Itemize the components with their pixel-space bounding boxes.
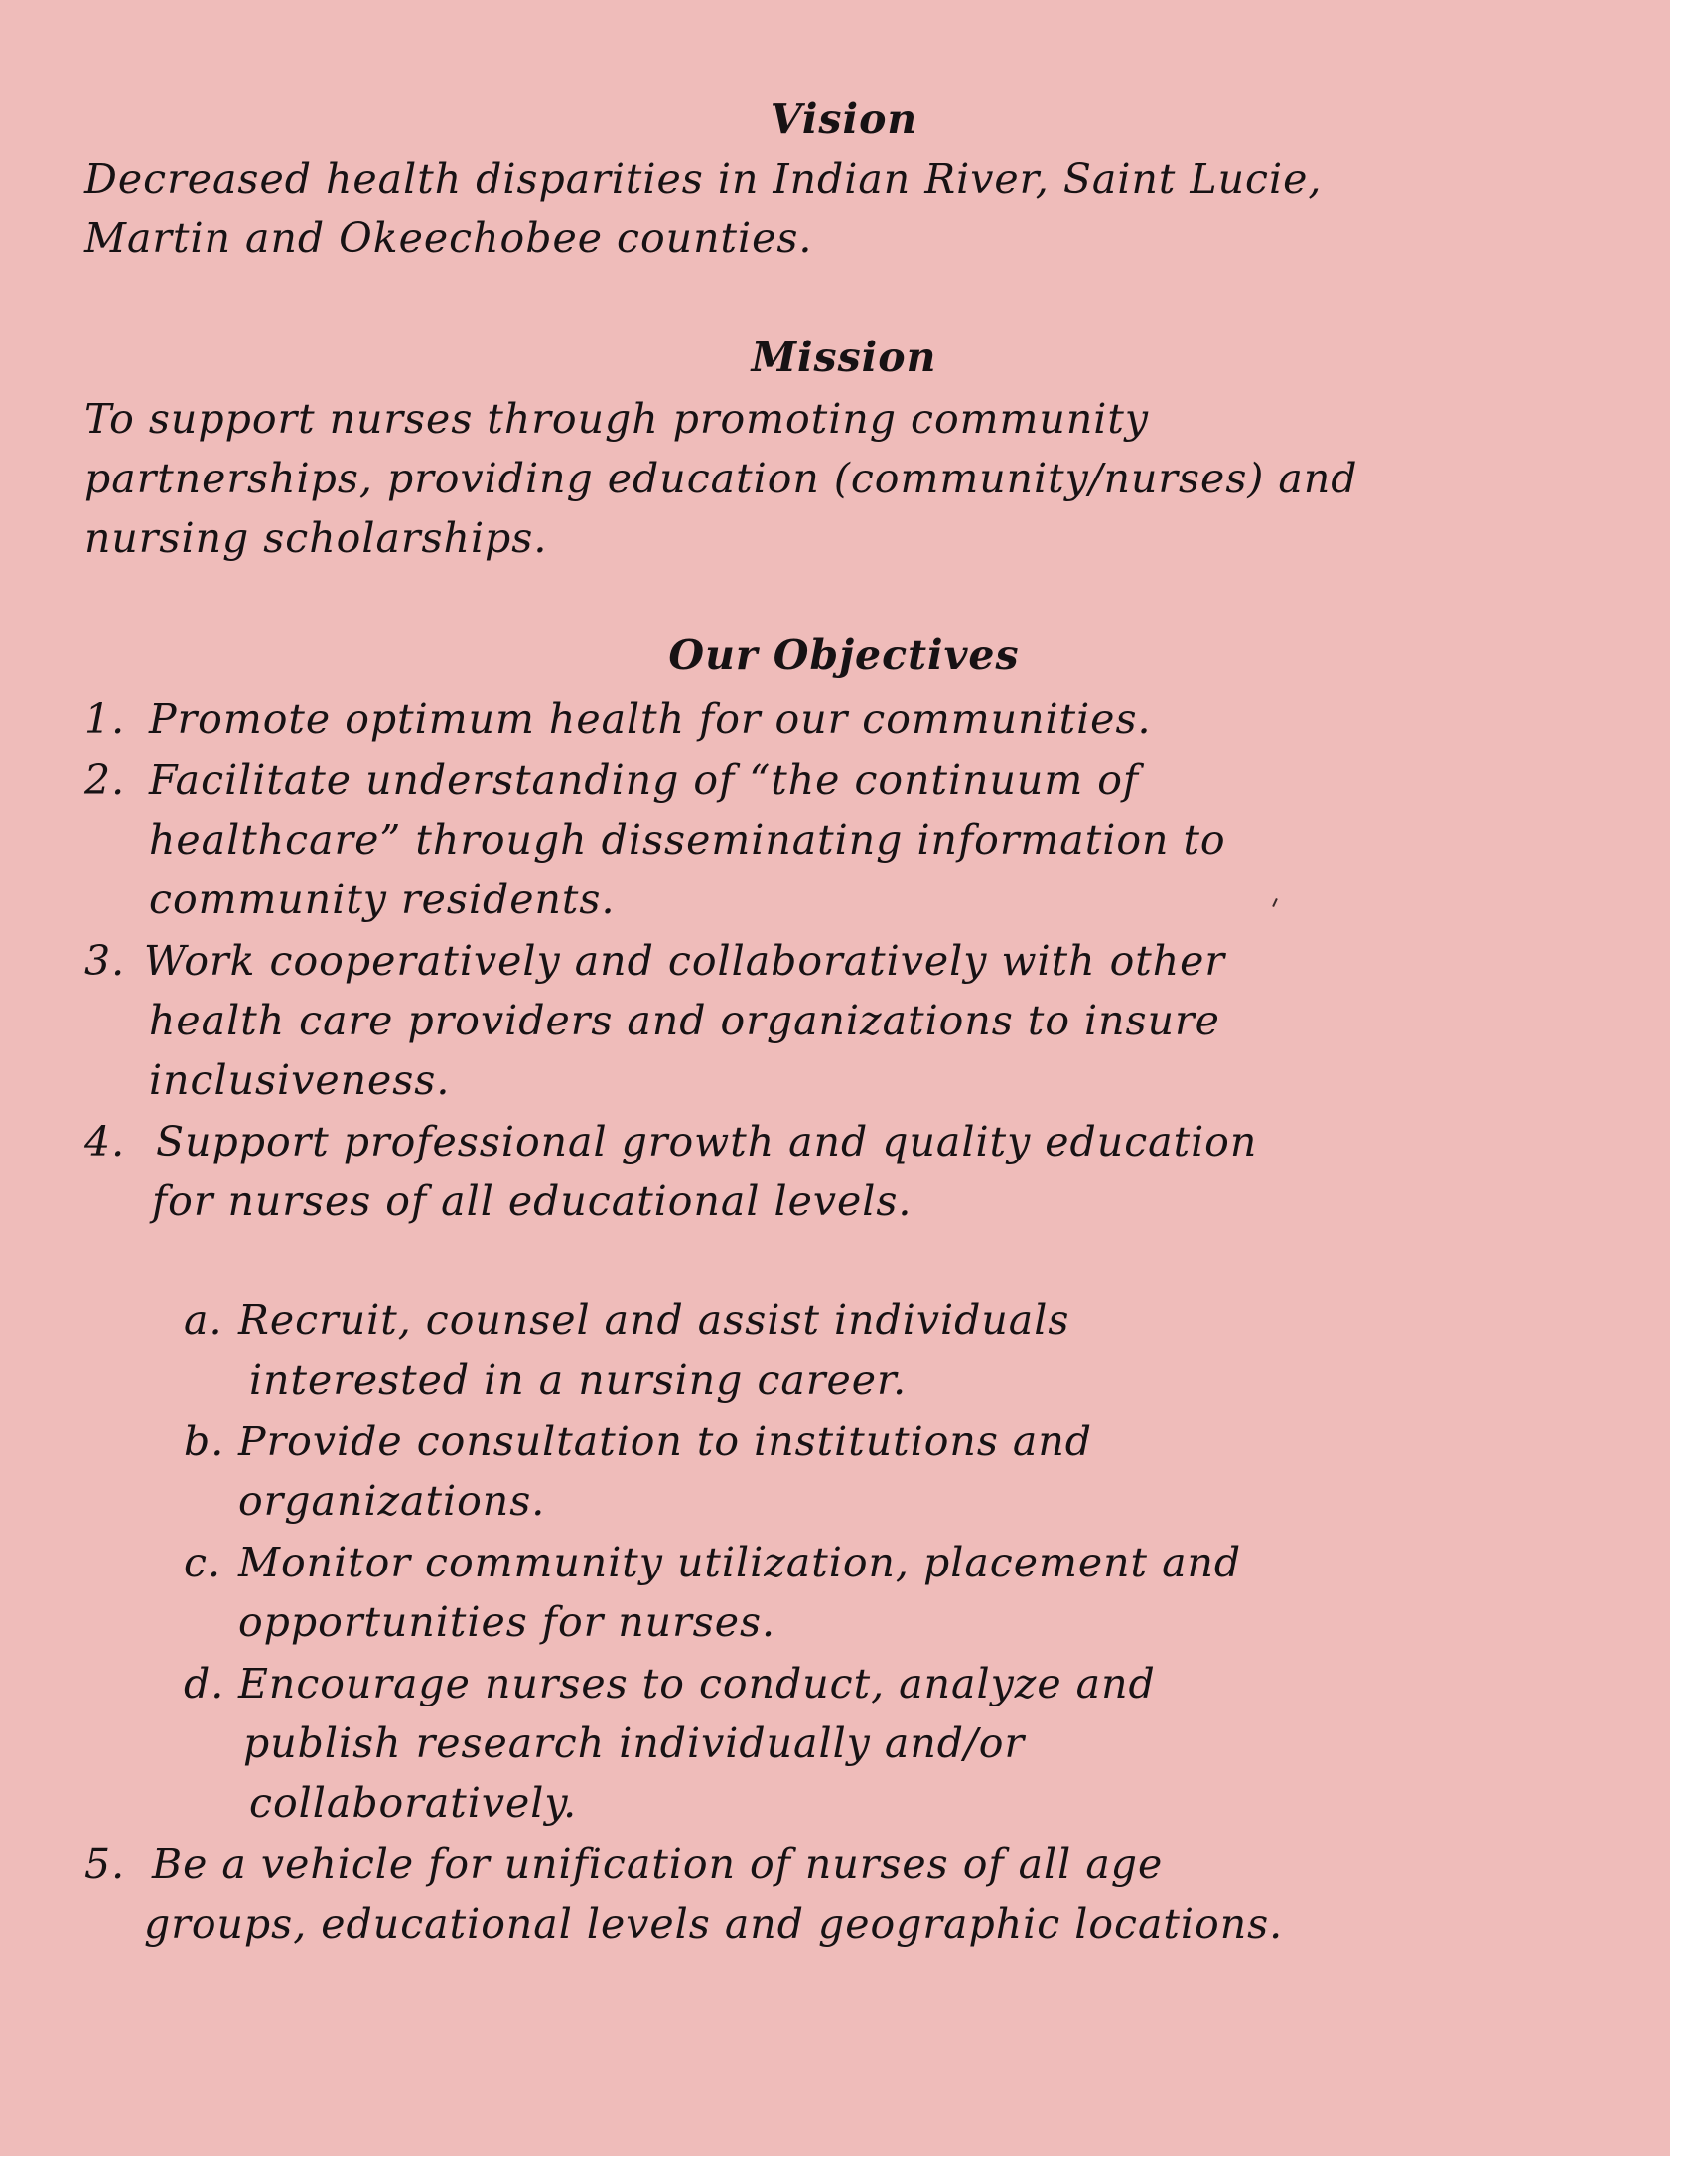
- objective-subitem: [184, 1533, 1425, 1652]
- objective-subitem: [184, 1291, 1375, 1410]
- objective-item: [84, 931, 1475, 1110]
- mission-heading: Mission: [751, 334, 937, 381]
- objective-line: Facilitate understanding of “the continuum of: [149, 756, 1140, 804]
- objective-number: 5.: [84, 1841, 126, 1888]
- objective-number: 1.: [84, 695, 126, 743]
- objective-line: healthcare” through disseminating information to: [149, 816, 1226, 864]
- subitem-letter: a.: [184, 1297, 223, 1344]
- objective-number: 3.: [84, 937, 126, 985]
- subitem-line: Recruit, counsel and assist individuals: [238, 1297, 1070, 1344]
- vision-line: Martin and Okeechobee counties.: [84, 214, 813, 262]
- objective-line: Work cooperatively and collaboratively with other: [144, 937, 1226, 985]
- vision-heading: Vision: [770, 95, 918, 143]
- objective-line: health care providers and organizations to insure: [149, 997, 1220, 1044]
- objective-line: groups, educational levels and geographic locations.: [144, 1900, 1284, 1948]
- objective-line: inclusiveness.: [149, 1056, 451, 1104]
- objective-item: [84, 751, 1475, 929]
- subitem-line: organizations.: [238, 1477, 546, 1525]
- subitem-letter: c.: [184, 1539, 221, 1586]
- objective-line: for nurses of all educational levels.: [152, 1177, 913, 1225]
- objective-line: Be a vehicle for unification of nurses of all age: [152, 1841, 1164, 1888]
- objective-item: [84, 1112, 1475, 1231]
- mission-text: [84, 389, 1544, 568]
- objective-number: 4.: [84, 1118, 126, 1165]
- subitem-line: Monitor community utilization, placement and: [238, 1539, 1242, 1586]
- subitem-line: Provide consultation to institutions and: [238, 1418, 1092, 1465]
- objective-item: [84, 1835, 1524, 1954]
- objective-line: community residents.: [149, 876, 616, 923]
- subitem-line: interested in a nursing career.: [249, 1356, 908, 1404]
- subitem-line: publish research individually and/or: [243, 1719, 1026, 1767]
- objective-number: 2.: [84, 756, 126, 804]
- objectives-heading: Our Objectives: [668, 631, 1020, 679]
- objective-item: [84, 689, 1475, 749]
- objective-line: Promote optimum health for our communities.: [149, 695, 1152, 743]
- mission-line: partnerships, providing education (community/nurses) and: [84, 455, 1358, 502]
- objective-line: Support professional growth and quality education: [156, 1118, 1258, 1165]
- subitem-letter: b.: [184, 1418, 225, 1465]
- vision-text: [84, 149, 1544, 268]
- subitem-line: Encourage nurses to conduct, analyze and: [238, 1660, 1156, 1707]
- subitem-line: collaboratively.: [249, 1779, 578, 1827]
- subitem-letter: d.: [184, 1660, 225, 1707]
- mission-line: nursing scholarships.: [84, 514, 548, 562]
- objective-subitem: [184, 1654, 1375, 1833]
- objective-subitem: [184, 1412, 1375, 1531]
- mission-line: To support nurses through promoting community: [84, 395, 1149, 443]
- subitem-line: opportunities for nurses.: [238, 1598, 776, 1646]
- vision-line: Decreased health disparities in Indian River, Saint Lucie,: [84, 155, 1323, 203]
